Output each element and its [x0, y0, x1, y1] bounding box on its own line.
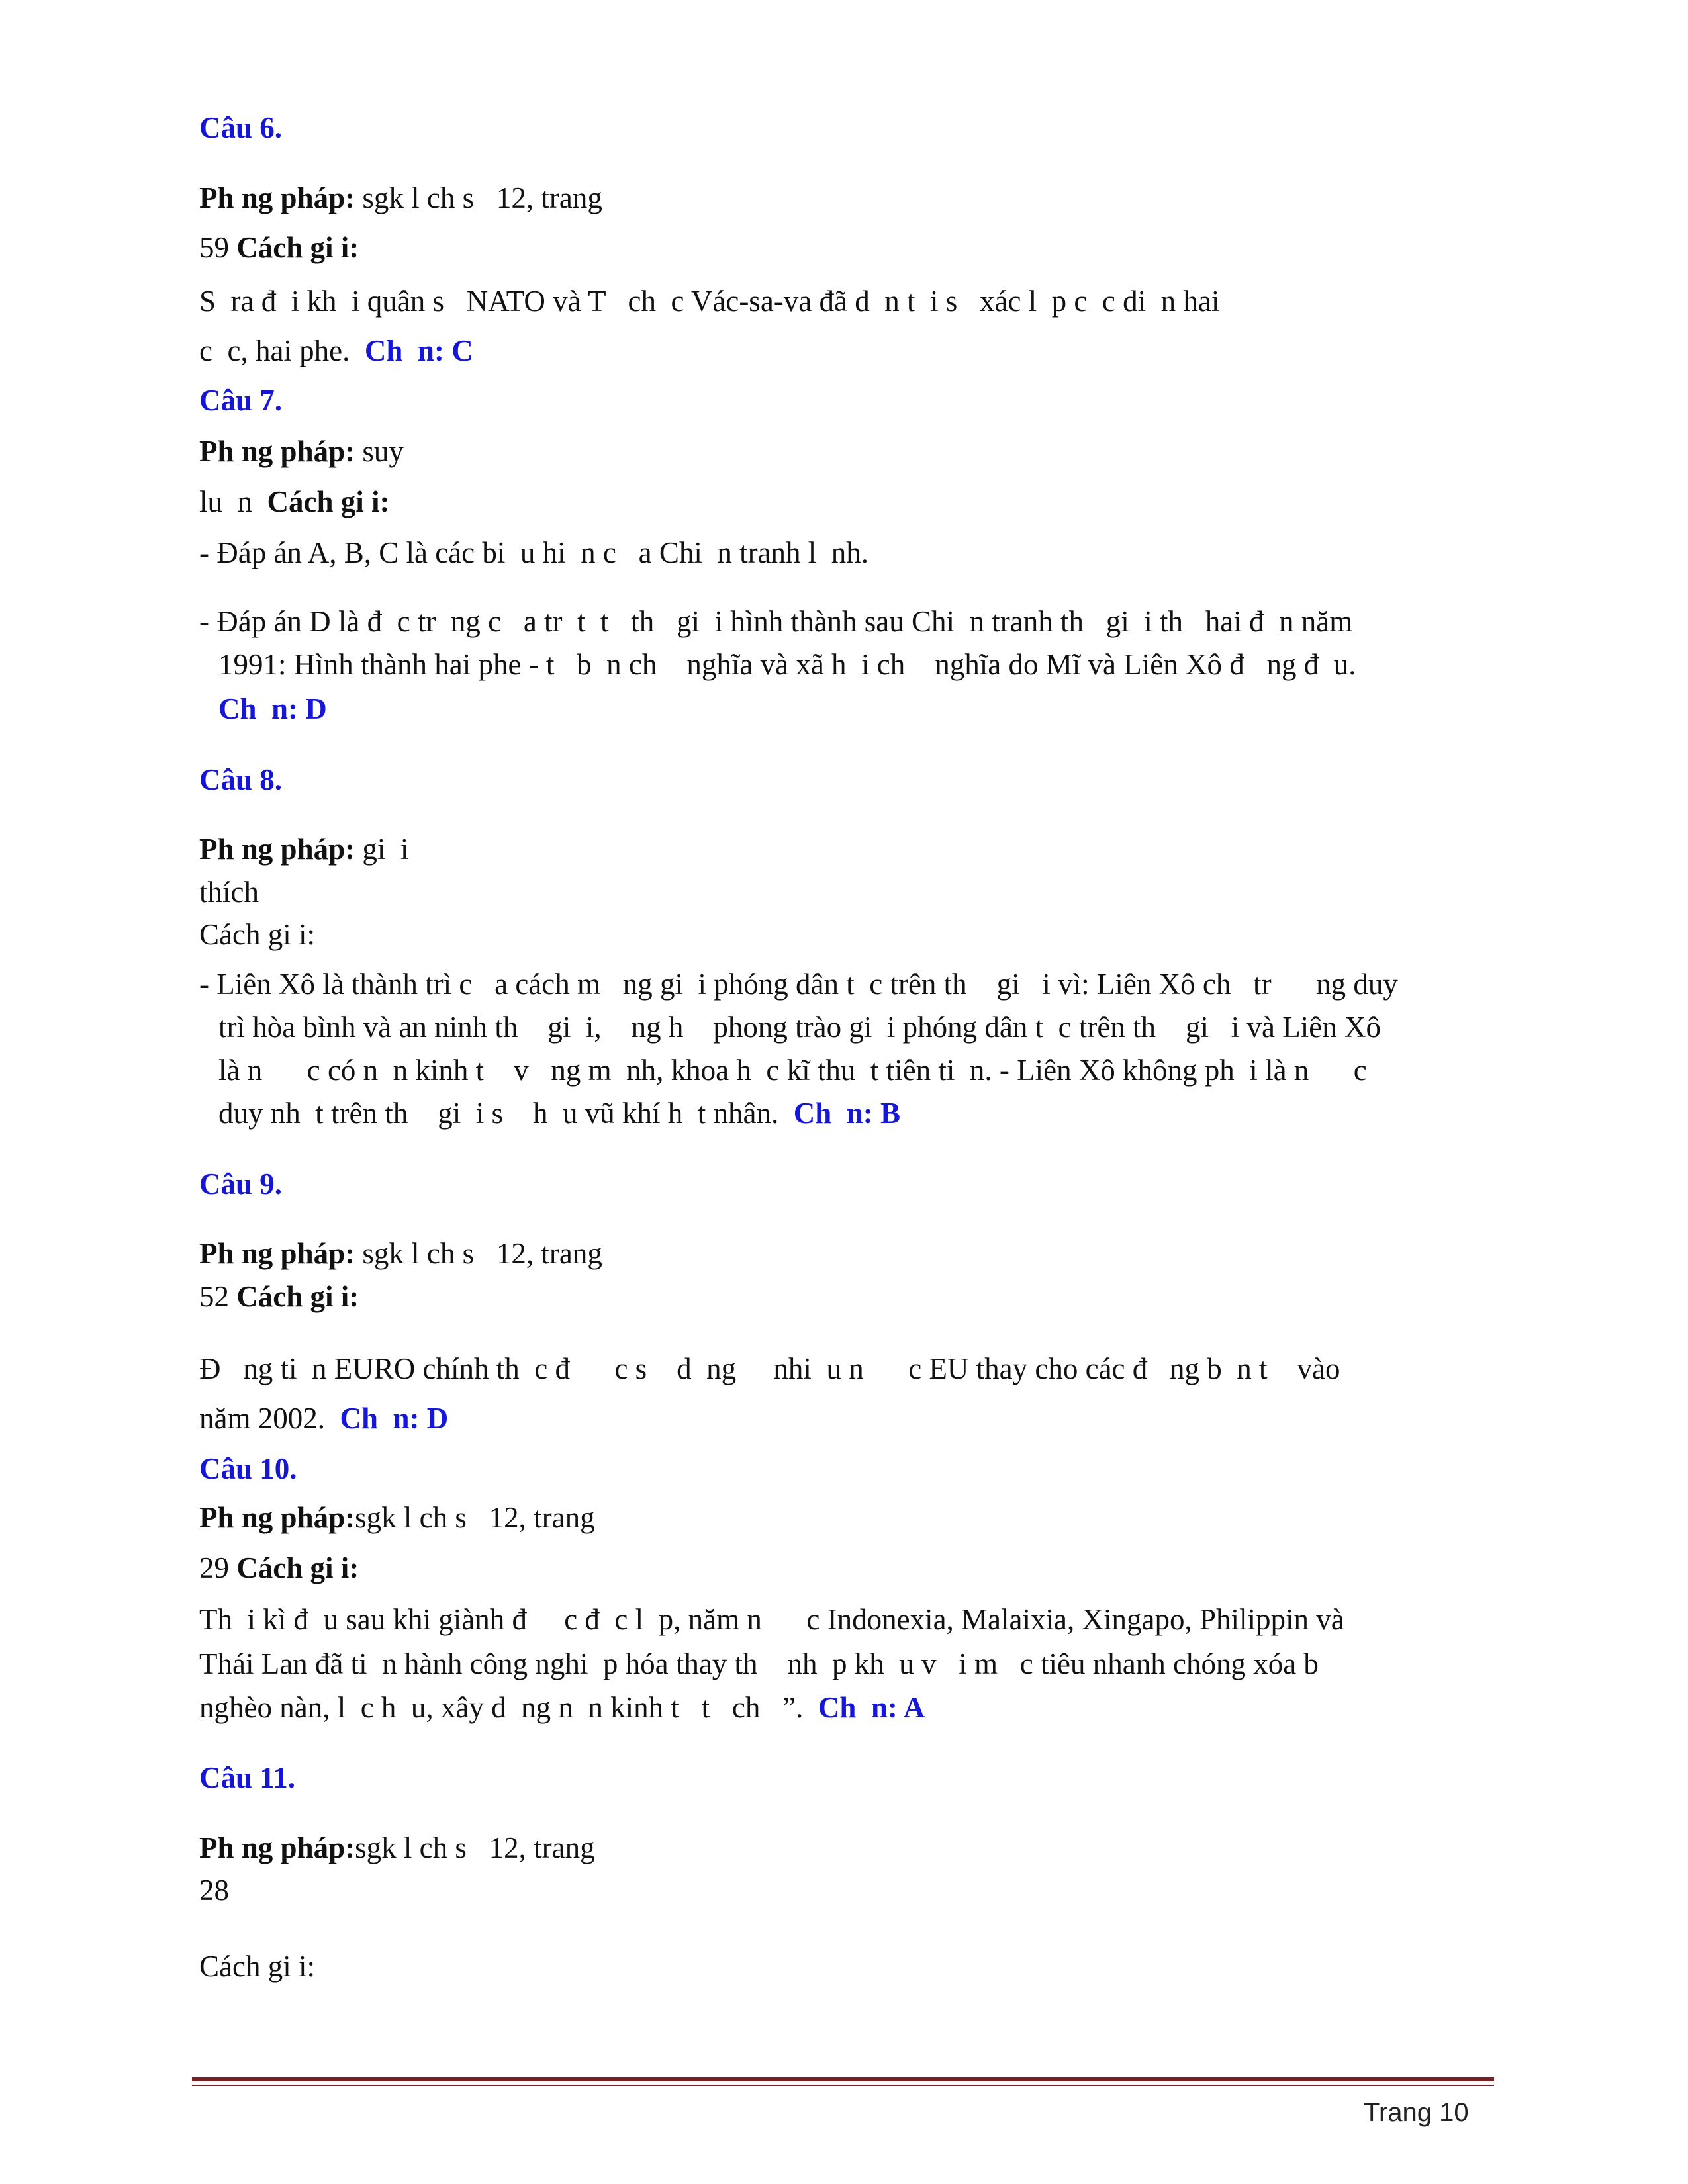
- method-text: sgk l ch s 12, trang: [355, 1501, 595, 1534]
- method-text: sgk l ch s 12, trang: [355, 1237, 602, 1270]
- question-10-body-line: Th i kì đ u sau khi giành đ c đ c l p, năm n c Indonexia, Malaixia, Xingapo, Philippin và: [199, 1603, 1344, 1636]
- solution-label: Cách gi i:: [236, 231, 359, 264]
- answer-label: Ch n: A: [818, 1691, 925, 1724]
- method-text: sgk l ch s 12, trang: [355, 181, 602, 214]
- method-text-continued: 59: [199, 231, 237, 264]
- question-8-body-line: trì hòa bình và an ninh th gi i, ng h phong trào gi i phóng dân t c trên th gi i và Liên Xô: [218, 1011, 1381, 1044]
- question-9-solution-line: [199, 1279, 359, 1314]
- answer-label: Ch n: C: [364, 334, 473, 367]
- question-7-body-line: - Đáp án A, B, C là các bi u hi n c a Chi n tranh l nh.: [199, 536, 869, 569]
- answer-label: Ch n: D: [340, 1402, 449, 1435]
- method-text-continued: lu n: [199, 485, 267, 518]
- question-8-method-line: [199, 831, 408, 867]
- method-label: Ph ng pháp:: [199, 435, 355, 468]
- question-7-method-line: [199, 433, 404, 469]
- solution-label: Cách gi i:: [236, 1280, 359, 1313]
- question-6-title: Câu 6.: [199, 111, 283, 144]
- solution-label: Cách gi i:: [199, 918, 315, 951]
- method-text-continued: 29: [199, 1551, 237, 1584]
- question-7-title: Câu 7.: [199, 384, 283, 417]
- method-text: suy: [355, 435, 404, 468]
- footer-divider-thin: [192, 2085, 1494, 2086]
- question-6-solution-line: [199, 230, 359, 265]
- question-10-title: Câu 10.: [199, 1452, 297, 1485]
- question-8-body-line: [218, 1095, 900, 1131]
- question-6-method-line: [199, 180, 602, 216]
- question-9-body-line: [199, 1400, 448, 1436]
- question-11-method-continued: 28: [199, 1874, 229, 1907]
- body-text: duy nh t trên th gi i s h u vũ khí h t nhân.: [218, 1097, 794, 1130]
- question-10-solution-line: [199, 1550, 359, 1586]
- method-label: Ph ng pháp:: [199, 1831, 355, 1864]
- solution-label: Cách gi i:: [236, 1551, 359, 1584]
- question-7-body-line: 1991: Hình thành hai phe - t b n ch nghĩa và xã h i ch nghĩa do Mĩ và Liên Xô đ ng đ u.: [218, 648, 1356, 681]
- answer-label: Ch n: B: [793, 1097, 901, 1130]
- method-text: gi i: [355, 833, 409, 866]
- method-label: Ph ng pháp:: [199, 1501, 355, 1534]
- method-label: Ph ng pháp:: [199, 181, 355, 214]
- method-label: Ph ng pháp:: [199, 833, 355, 866]
- question-10-body-line: Thái Lan đã ti n hành công nghi p hóa thay th nh p kh u v i m c tiêu nhanh chóng xóa b: [199, 1647, 1319, 1680]
- question-9-title: Câu 9.: [199, 1167, 283, 1201]
- method-label: Ph ng pháp:: [199, 1237, 355, 1270]
- question-7-body-line: - Đáp án D là đ c tr ng c a tr t t th gi i hình thành sau Chi n tranh th gi i th hai đ n năm: [199, 605, 1353, 638]
- question-6-body-line: [199, 333, 473, 369]
- question-8-title: Câu 8.: [199, 763, 283, 796]
- method-text-continued: 52: [199, 1280, 237, 1313]
- question-11-title: Câu 11.: [199, 1761, 296, 1794]
- body-text: c c, hai phe.: [199, 334, 365, 367]
- answer-label: Ch n: D: [218, 692, 327, 725]
- question-10-method-line: [199, 1500, 595, 1535]
- question-10-body-line: [199, 1690, 925, 1725]
- solution-label: Cách gi i:: [267, 485, 390, 518]
- question-8-body-line: là n c có n n kinh t v ng m nh, khoa h c kĩ thu t tiên ti n. - Liên Xô không ph i là n c: [218, 1054, 1367, 1087]
- question-8-body-line: - Liên Xô là thành trì c a cách m ng gi i phóng dân t c trên th gi i vì: Liên Xô ch tr ng duy: [199, 968, 1398, 1001]
- question-7-solution-line: [199, 484, 390, 520]
- question-9-method-line: [199, 1236, 602, 1271]
- question-8-method-continued: thích: [199, 876, 259, 909]
- question-9-body-line: Đ ng ti n EURO chính th c đ c s d ng nhi u n c EU thay cho các đ ng b n t vào: [199, 1352, 1340, 1385]
- footer-divider: [192, 2077, 1494, 2081]
- method-text: sgk l ch s 12, trang: [355, 1831, 595, 1864]
- body-text: nghèo nàn, l c h u, xây d ng n n kinh t t ch ”.: [199, 1691, 818, 1724]
- question-6-body-line: S ra đ i kh i quân s NATO và T ch c Vác-sa-va đã d n t i s xác l p c c di n hai: [199, 285, 1220, 318]
- body-text: năm 2002.: [199, 1402, 340, 1435]
- question-11-method-line: [199, 1830, 595, 1866]
- page-number: Trang 10: [1364, 2098, 1469, 2127]
- solution-label: Cách gi i:: [199, 1950, 315, 1983]
